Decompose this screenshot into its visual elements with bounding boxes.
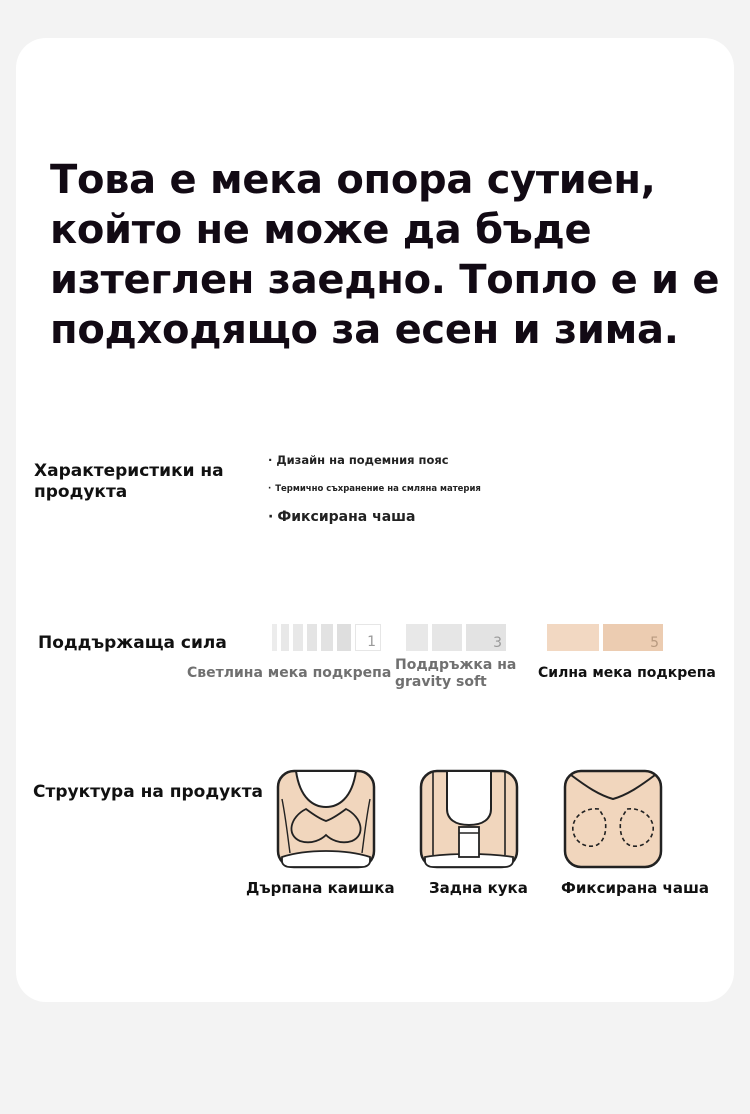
bullet: ·	[268, 484, 272, 494]
support-label: Поддържаща сила	[38, 633, 227, 653]
support-caption-light: Светлина мека подкрепа	[187, 665, 392, 681]
scale-number: 3	[493, 635, 502, 651]
headline: Това е мека опора сутиен, който не може да бъде изтеглен заедно. Топло е и е подходящо за есен и зима.	[50, 157, 720, 353]
fixed-cup-bra-icon	[563, 769, 663, 869]
pull-strap-bra-icon	[276, 769, 376, 869]
scale-segment	[272, 624, 277, 651]
scale-segment	[307, 624, 317, 651]
scale-segment	[293, 624, 303, 651]
support-scale-medium	[406, 624, 506, 651]
feature-item-2: · Термично съхранение на смляна материя	[268, 484, 481, 494]
scale-segment	[355, 624, 381, 651]
back-hook-bra-icon	[419, 769, 519, 869]
bullet: ·	[268, 453, 273, 467]
features-label: Характеристики на продукта	[34, 461, 224, 502]
bullet: ·	[268, 509, 274, 525]
support-scale-light	[272, 624, 381, 651]
structure-label: Структура на продукта	[33, 782, 264, 802]
scale-segment	[603, 624, 663, 651]
scale-segment	[466, 624, 506, 651]
scale-number: 1	[367, 634, 376, 650]
support-caption-medium: Поддръжка на gravity soft	[395, 657, 517, 690]
structure-caption-2: Задна кука	[429, 879, 528, 897]
support-caption-strong: Силна мека подкрепа	[538, 665, 716, 681]
scale-number: 5	[650, 635, 659, 651]
feature-item-1: · Дизайн на подемния пояс	[268, 453, 449, 467]
scale-segment	[281, 624, 289, 651]
scale-segment	[337, 624, 351, 651]
scale-segment	[406, 624, 428, 651]
support-scale-strong	[547, 624, 663, 651]
feature-item-3: · Фиксирана чаша	[268, 509, 416, 525]
scale-segment	[432, 624, 462, 651]
structure-caption-3: Фиксирана чаша	[561, 879, 710, 897]
structure-caption-1: Дърпана каишка	[246, 879, 395, 897]
scale-segment	[321, 624, 333, 651]
scale-segment	[547, 624, 599, 651]
